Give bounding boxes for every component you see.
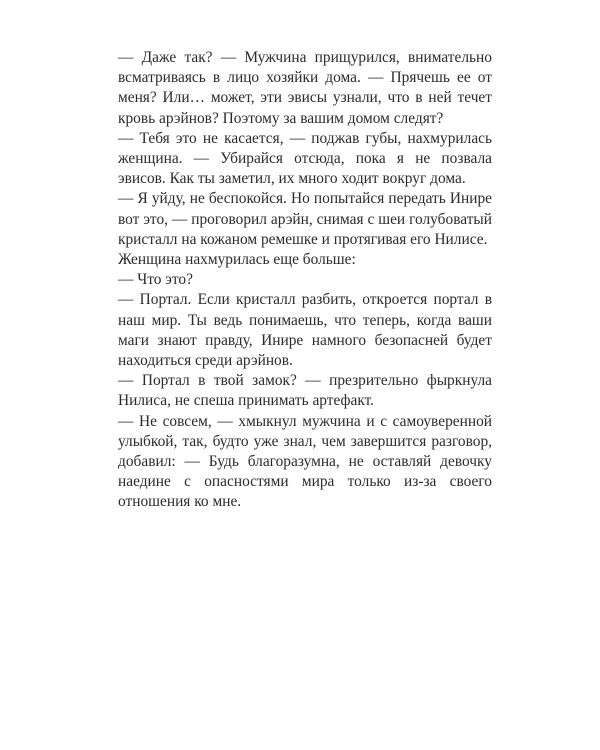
page-text <box>118 48 492 513</box>
paragraph-7: — Портал в твой замок? — презрительно фыркнула Нилиса, не спеша принимать артефакт. <box>118 372 492 410</box>
paragraph-5: — Что это? <box>118 271 193 289</box>
paragraph-4: Женщина нахмурилась еще больше: <box>118 251 356 269</box>
paragraph-1: — Даже так? — Мужчина прищурился, внимательно всматриваясь в лицо хозяйки дома. — Прячешь ее от меня? Или… может, эти эвисы узнали, что в ней течет кровь арэйнов? Поэтому за вашим домом следят? <box>118 49 492 127</box>
paragraph-3: — Я уйду, не беспокойся. Но попытайся передать Инире вот это, — проговорил арэйн, снимая с шеи голубоватый кристалл на кожаном ремешке и протягивая его Нилисе. <box>118 190 492 248</box>
paragraph-6: — Портал. Если кристалл разбить, откроется портал в наш мир. Ты ведь понимаешь, что теперь, когда ваши маги знают правду, Инире намного безопасней будет находиться среди арэйнов. <box>118 291 492 370</box>
paragraph-2: — Тебя это не касается, — поджав губы, нахмурилась женщина. — Убирайся отсюда, пока я не позвала эвисов. Как ты заметил, их много ходит вокруг дома. <box>118 129 492 188</box>
paragraph-8: — Не совсем, — хмыкнул мужчина и с самоуверенной улыбкой, так, будто уже знал, чем завершится разговор, добавил: — Будь благоразумна, не оставляй девочку наедине с опасностями мира только из-за своего отношения ко мне. <box>118 412 492 511</box>
